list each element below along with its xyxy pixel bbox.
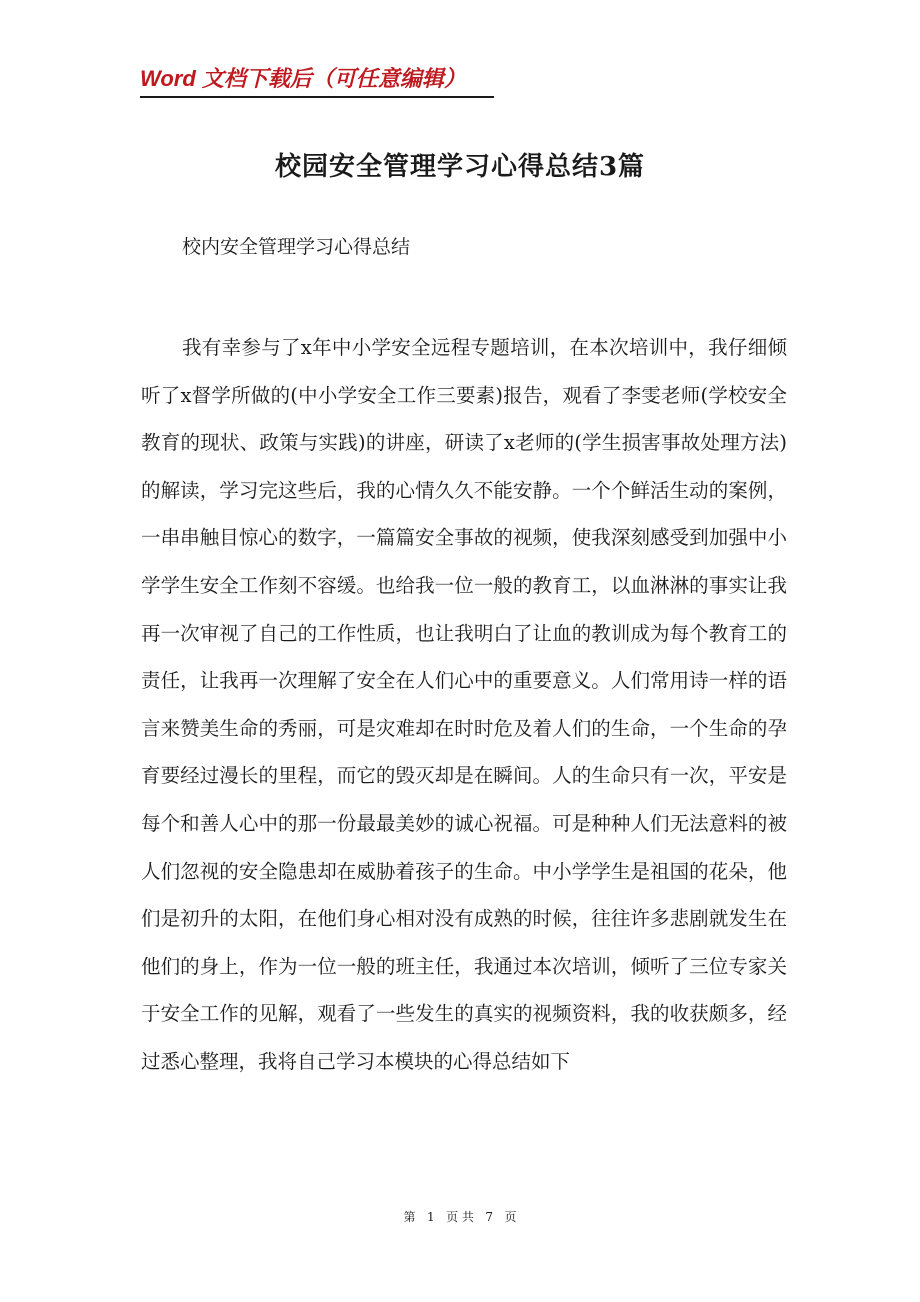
body-paragraph: 我有幸参与了x年中小学安全远程专题培训，在本次培训中，我仔细倾听了x督学所做的(中小学安全工作三要素)报告，观看了李雯老师(学校安全教育的现状、政策与实践)的讲座，研读了x老师的(学生损害事故处理方法)的解读，学习完这些后，我的心情久久不能安静。一个个鲜活生动的案例，一串串触目惊心的数字，一篇篇安全事故的视频，使我深刻感受到加强中小学学生安全工作刻不容缓。也给我一位一般的教育工，以血淋淋的事实让我再一次审视了自己的工作性质，也让我明白了让血的教训成为每个教育工的责任，让我再一次理解了安全在人们心中的重要意义。人们常用诗一样的语言来赞美生命的秀丽，可是灾难却在时时危及着人们的生命，一个生命的孕育要经过漫长的里程，而它的毁灭却是在瞬间。人的生命只有一次，平安是每个和善人心中的那一份最最美妙的诚心祝福。可是种种人们无法意料的被人们忽视的安全隐患却在威胁着孩子的生命。中小学学生是祖国的花朵，他们是初升的太阳，在他们身心相对没有成熟的时候，往往许多悲剧就发生在他们的身上，作为一位一般的班主任，我通过本次培训，倾听了三位专家关于安全工作的见解，观看了一些发生的真实的视频资料，我的收获颇多，经过悉心整理，我将自己学习本模块的心得总结如下: [141, 336, 787, 1073]
document-title: 校园安全管理学习心得总结3篇: [274, 152, 646, 182]
page-current: 1: [426, 1210, 435, 1224]
download-banner-text: Word 文档下载后（可任意编辑）: [140, 66, 466, 91]
page-footer: [0, 1207, 920, 1227]
page-label-prefix: 第: [403, 1210, 416, 1224]
page-label-suffix: 页: [504, 1210, 517, 1224]
page-total: 7: [485, 1210, 494, 1224]
download-banner: [140, 64, 494, 98]
document-subtitle: 校内安全管理学习心得总结: [182, 236, 411, 258]
page-label-mid: 页 共: [446, 1210, 474, 1224]
